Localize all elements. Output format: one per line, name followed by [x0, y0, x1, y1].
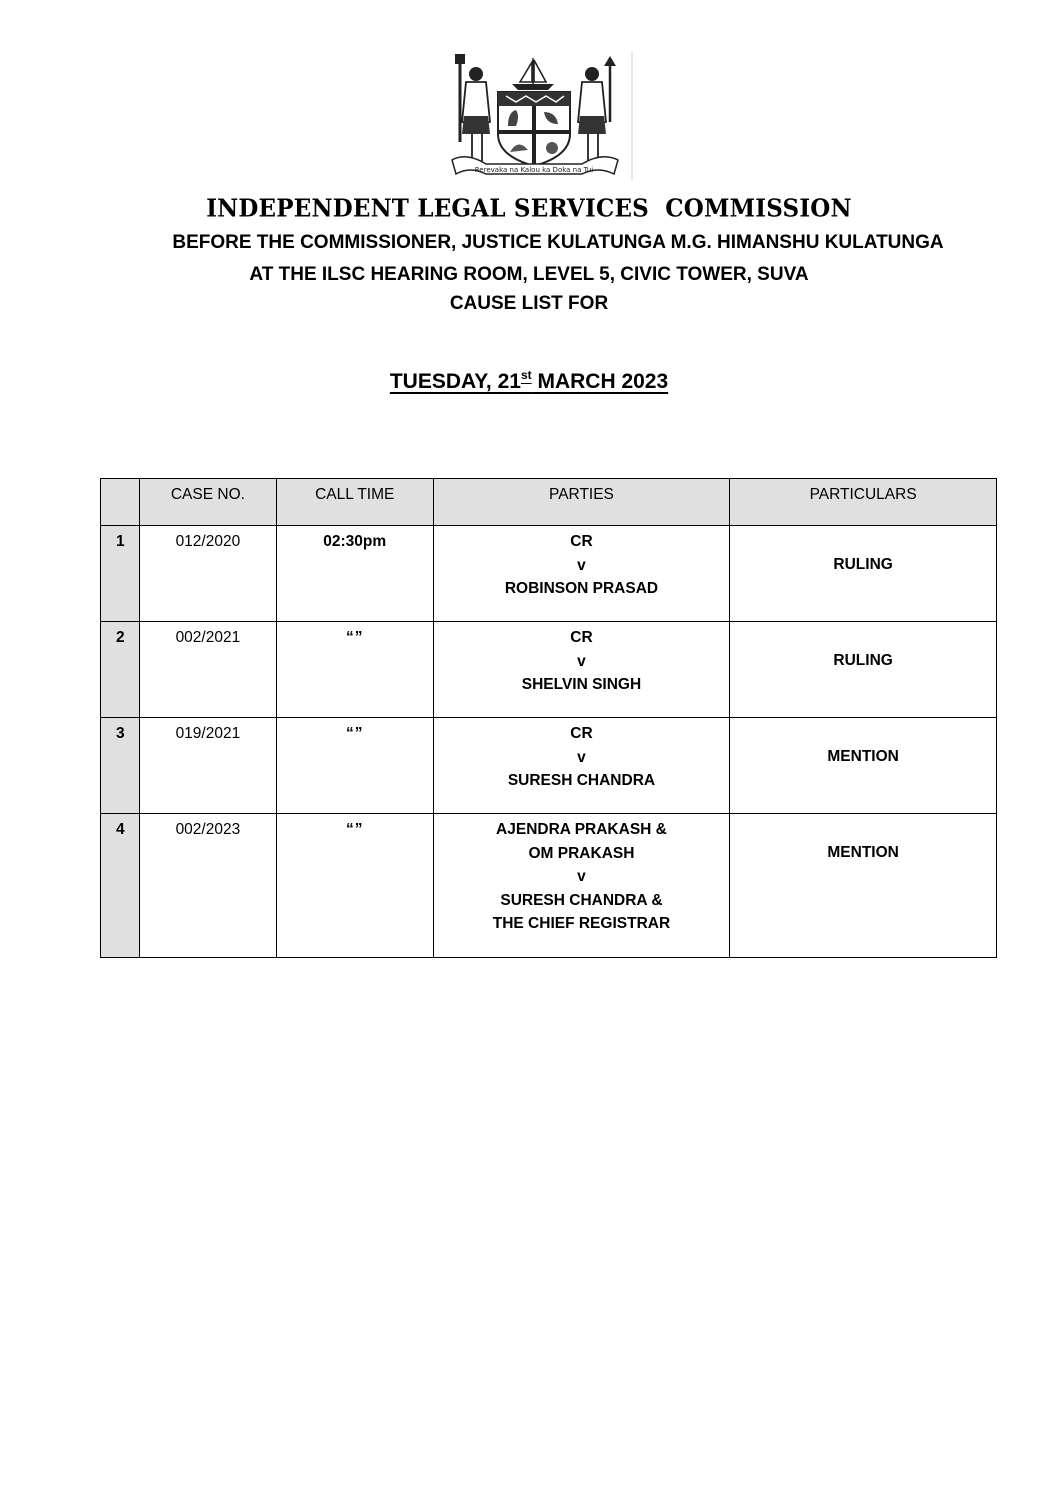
- row-number: 4: [101, 814, 140, 958]
- table-row: [101, 814, 997, 958]
- case-number: 002/2023: [139, 814, 276, 958]
- party-line: SURESH CHANDRA &: [500, 891, 663, 909]
- table-header-row: [101, 479, 997, 526]
- table-row: [101, 526, 997, 622]
- particulars: RULING: [730, 622, 997, 718]
- parties: [433, 622, 730, 718]
- table-row: [101, 718, 997, 814]
- call-time: 02:30pm: [276, 526, 433, 622]
- party-line: CR: [570, 629, 593, 646]
- party-line: v: [577, 868, 586, 885]
- party-line: THE CHIEF REGISTRAR: [492, 915, 671, 932]
- header-number: [101, 479, 140, 526]
- hearing-date: [0, 368, 1058, 394]
- commission-title: [0, 194, 1058, 222]
- party-line: CR: [570, 725, 593, 742]
- party-line: AJENDRA PRAKASH &: [496, 821, 667, 838]
- call-time: “”: [276, 814, 433, 958]
- commission-title-part2: COMMISSION: [665, 194, 852, 223]
- party-line: OM PRAKASH: [528, 844, 635, 862]
- parties: [433, 814, 730, 958]
- case-number: 012/2020: [139, 526, 276, 622]
- call-time: “”: [276, 622, 433, 718]
- table-row: [101, 622, 997, 718]
- particulars: MENTION: [730, 718, 997, 814]
- party-line: CR: [570, 533, 593, 550]
- particulars: RULING: [730, 526, 997, 622]
- party-line: ROBINSON PRASAD: [504, 580, 659, 597]
- svg-text:Rerevaka na Kalou ka Doka na T: Rerevaka na Kalou ka Doka na Tui: [474, 166, 594, 174]
- date-month-year: MARCH 2023: [531, 370, 669, 393]
- row-number: 2: [101, 622, 140, 718]
- party-line: SHELVIN SINGH: [521, 676, 642, 693]
- cause-list-label: CAUSE LIST FOR: [449, 293, 609, 314]
- header-call-time: CALL TIME: [276, 479, 433, 526]
- commission-title-part1: INDEPENDENT LEGAL SERVICES: [206, 194, 649, 223]
- date-ordinal: st: [520, 368, 532, 382]
- commissioner-line: BEFORE THE COMMISSIONER, JUSTICE KULATUNGA M.G. HIMANSHU KULATUNGA: [172, 232, 944, 253]
- call-time: “”: [276, 718, 433, 814]
- parties: [433, 526, 730, 622]
- parties: [433, 718, 730, 814]
- row-number: 1: [101, 526, 140, 622]
- row-number: 3: [101, 718, 140, 814]
- particulars: MENTION: [730, 814, 997, 958]
- party-line: v: [577, 748, 586, 766]
- party-line: SURESH CHANDRA: [507, 772, 656, 789]
- case-number: 019/2021: [139, 718, 276, 814]
- header-particulars: PARTICULARS: [730, 479, 997, 526]
- date-day: TUESDAY, 21: [389, 370, 521, 393]
- party-line: v: [577, 556, 586, 574]
- venue-line: AT THE ILSC HEARING ROOM, LEVEL 5, CIVIC TOWER, SUVA: [249, 264, 809, 285]
- party-line: v: [577, 652, 586, 670]
- fiji-coat-of-arms-icon: [446, 52, 634, 180]
- case-number: 002/2021: [139, 622, 276, 718]
- cause-list-table: [100, 478, 997, 958]
- header-parties: PARTIES: [433, 479, 730, 526]
- header-case-no: CASE NO.: [139, 479, 276, 526]
